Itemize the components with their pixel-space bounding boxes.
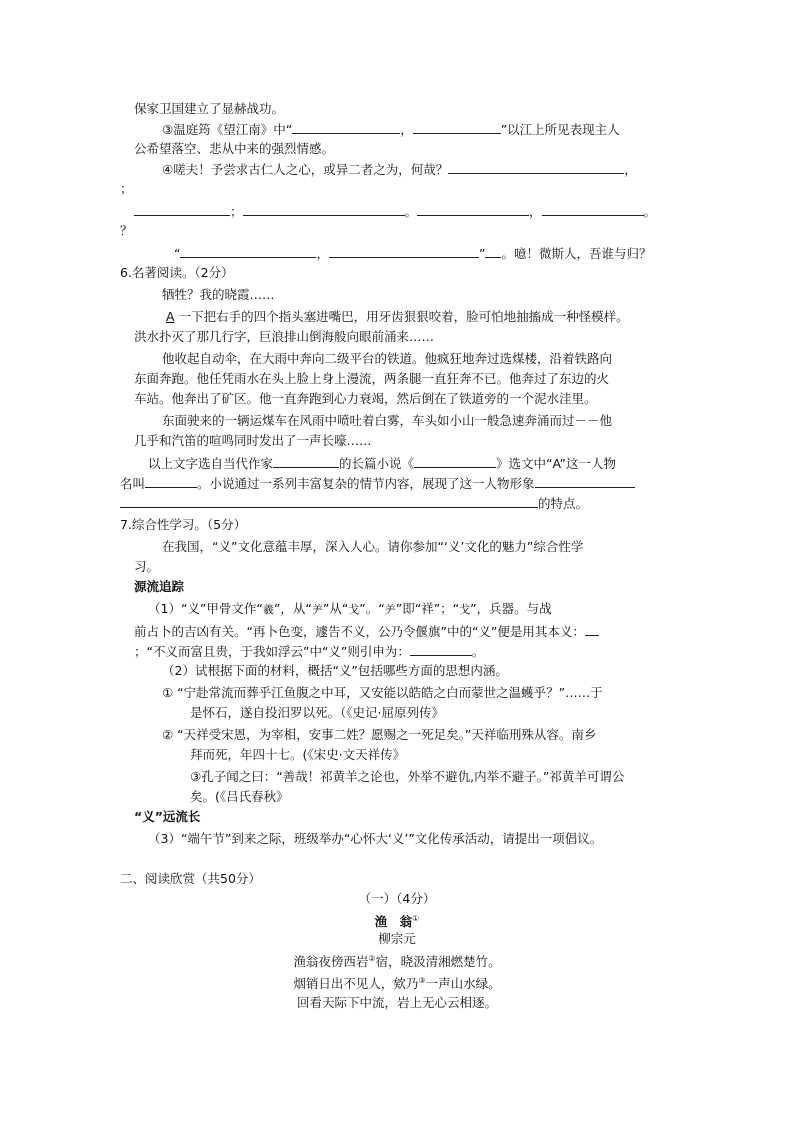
poem-text: 一声山水绿。 — [425, 976, 501, 992]
answer-blank[interactable] — [120, 495, 538, 508]
poem-line-1 — [0, 951, 794, 970]
answer-blank[interactable] — [542, 203, 644, 216]
q6-text: 以上文字选自当代作家 — [148, 456, 274, 471]
q5-line2 — [162, 121, 620, 138]
answer-blank[interactable] — [180, 245, 316, 258]
q5-text: ④嗟夫！予尝求古仁人之心，或异二者之为，何哉？ — [162, 162, 449, 177]
q5-line1: 保家卫国建立了显赫战功。 — [134, 101, 285, 116]
q6-text: 的特点。 — [538, 496, 589, 511]
q7-title: 7.综合性学习。（5分） — [120, 517, 247, 532]
q7-sub2: （2）试根据下面的材料，概括“义”包括哪些方面的思想内涵。 — [162, 663, 508, 678]
poem-text: 烟销日出不见人，欸乃 — [293, 976, 419, 992]
answer-blank[interactable] — [413, 121, 501, 134]
q6-passage-p2 — [162, 309, 629, 325]
q6-text: 》选文中“A”这一人物 — [496, 456, 616, 471]
footnote-marker: ① — [412, 914, 420, 923]
q5-text: “ — [174, 246, 181, 261]
footnote-marker: ③ — [418, 976, 426, 985]
q5-text: ”以江上所见表现主人 — [500, 122, 620, 137]
oracle-bone-glyph: 戈 — [348, 603, 360, 616]
q5-text: 。 — [643, 204, 657, 219]
q6-question-line2 — [120, 475, 635, 492]
poem-text: 宿，晓汲清湘燃楚竹。 — [375, 954, 501, 970]
q5-text: 。噫！微斯人，吾谁与归？ — [501, 246, 652, 261]
footnote-marker: ② — [368, 954, 376, 963]
q7-text: 前占卜的吉凶有关。“再卜色变，遽告不义，公乃令偃旗”中的“义”便是用其本义： — [134, 624, 585, 639]
q7-text: 。 — [471, 644, 485, 659]
q7-sub3: （3）“端午节”到来之际，班级举办“心怀大‘义’”文化传承活动，请提出一项倡议。 — [148, 831, 603, 846]
q7-text: （1）“义”甲骨文作“ — [148, 601, 263, 616]
q6-title: 6.名著阅读。（2分） — [120, 265, 234, 280]
q5-line5: ； — [120, 181, 133, 196]
answer-blank[interactable] — [585, 623, 599, 636]
q7-intro: 在我国，“义”文化意蕴丰厚，深入人心。请你参加“‘义’文化的魅力”综合性学 — [162, 539, 584, 554]
q6-passage-p2-cont: 洪水扑灭了那几行字，巨浪排山倒海般向眼前涌来…… — [134, 329, 435, 344]
q5-line6 — [134, 203, 656, 220]
q7-material-3: 矣。(《吕氏春秋》 — [190, 789, 289, 804]
q5-text: ， — [529, 204, 542, 219]
answer-blank[interactable] — [273, 455, 339, 468]
q6-text: 名叫 — [120, 476, 146, 491]
q5-line4 — [162, 161, 637, 178]
q7-text: ”。“ — [359, 601, 385, 616]
poem-title — [0, 911, 794, 930]
q6-question-line3 — [120, 495, 588, 512]
answer-blank[interactable] — [485, 245, 501, 258]
answer-blank[interactable] — [145, 475, 197, 488]
q7-sub1-line3 — [134, 643, 484, 660]
poem-author: 柳宗元 — [378, 931, 416, 946]
q5-line3: 公希望落空、悲从中来的强烈情感。 — [134, 141, 335, 156]
answer-blank[interactable] — [448, 161, 624, 174]
q6-text: 一下把右手的四个指头塞进嘴巴，用牙齿狠狠咬着，脸可怕地抽搐成一种怪模样。 — [178, 309, 629, 324]
q5-text: 。 — [404, 204, 418, 219]
answer-blank[interactable] — [410, 643, 472, 656]
character-placeholder: A — [166, 309, 175, 324]
oracle-bone-glyph: ⺶ — [311, 603, 323, 616]
answer-blank[interactable] — [243, 203, 405, 216]
q6-question-line1 — [148, 455, 616, 472]
q6-passage-p3: 车站。他奔出了矿区。他一直奔跑到心力衰竭，然后倒在了铁道旁的一个泥水洼里。 — [134, 391, 597, 406]
q7-text: ”从“ — [322, 601, 349, 616]
q7-material-1: 是怀石，遂自投汨罗以死。（《史记·屈原列传》 — [190, 705, 444, 720]
q6-text: 的长篇小说《 — [339, 456, 415, 471]
q6-passage-p3: 东面奔跑。他任凭雨水在头上脸上身上漫流，两条腿一直狂奔不已。他奔过了东边的火 — [134, 371, 610, 386]
q5-text: ③温庭筠《望江南》中“ — [162, 122, 293, 137]
q7-text: ”即“祥”；“ — [395, 601, 460, 616]
q7-material-3: ③孔子闻之曰：“善哉！祁黄羊之论也，外举不避仇,内举不避子。”祁黄羊可谓公 — [190, 769, 625, 784]
q6-passage-p4: 东面驶来的一辆运煤车在风雨中喷吐着白雾，车头如小山一般急速奔涌而过－－他 — [162, 413, 613, 428]
section-heading-origin: 源流追踪 — [134, 579, 185, 594]
q7-text: ；“不义而富且贵，于我如浮云”中“义”则引申为： — [134, 644, 410, 659]
answer-blank[interactable] — [414, 455, 496, 468]
q7-material-2: ② “天祥受宋恩，为宰相，安事二姓？愿赐之一死足矣。”天祥临刑殊从容。南乡 — [162, 727, 597, 742]
reading-part-label: （一）（4分） — [358, 891, 436, 906]
q7-intro: 习。 — [134, 559, 160, 574]
answer-blank[interactable] — [329, 245, 479, 258]
q6-passage-p1: 牺牲？我的晓霞…… — [162, 287, 275, 302]
poem-line-3: 回看天际下中流，岩上无心云相逐。 — [296, 995, 497, 1010]
q5-text: ； — [230, 204, 243, 219]
q5-text: ， — [316, 246, 329, 261]
q7-material-2: 拜而死，年四十七。(《宋史·文天祥传》 — [190, 747, 406, 762]
q7-sub1-line1 — [148, 601, 552, 618]
q7-material-1: ① “宁赴常流而葬乎江鱼腹之中耳，又安能以皓皓之白而蒙世之温蠖乎？”……于 — [162, 685, 603, 700]
poem-line-2 — [0, 973, 794, 992]
q5-text: ” — [479, 246, 486, 261]
answer-blank[interactable] — [535, 475, 635, 488]
poem-text: 渔翁夜傍西岩 — [293, 954, 369, 970]
q7-sub1-line2 — [134, 623, 599, 640]
answer-blank[interactable] — [134, 203, 230, 216]
q6-passage-p3: 他收起自动伞，在大雨中奔向二级平台的铁道。他疯狂地奔过选煤楼，沿着铁路向 — [162, 351, 613, 366]
q5-line7: ？ — [120, 223, 133, 238]
q7-text: ”，兵器。与战 — [470, 601, 552, 616]
q5-text: ， — [624, 162, 637, 177]
section-heading-legacy: “义”远流长 — [134, 809, 201, 824]
oracle-bone-glyph: 羲 — [262, 603, 274, 616]
section2-title: 二、阅读欣赏（共50分） — [120, 871, 261, 886]
oracle-bone-glyph: 戈 — [459, 603, 471, 616]
oracle-bone-glyph: ⺶ — [384, 603, 396, 616]
poem-title-text: 渔 翁 — [374, 914, 413, 930]
q6-text: 。小说通过一系列丰富复杂的情节内容，展现了这一人物形象 — [197, 476, 535, 491]
q7-text: ”，从“ — [273, 601, 312, 616]
q5-line8 — [134, 245, 652, 262]
answer-blank[interactable] — [292, 121, 400, 134]
q6-passage-p4: 几乎和汽笛的喧鸣同时发出了一声长嚎…… — [134, 433, 372, 448]
answer-blank[interactable] — [417, 203, 529, 216]
q5-text: ， — [400, 122, 413, 137]
